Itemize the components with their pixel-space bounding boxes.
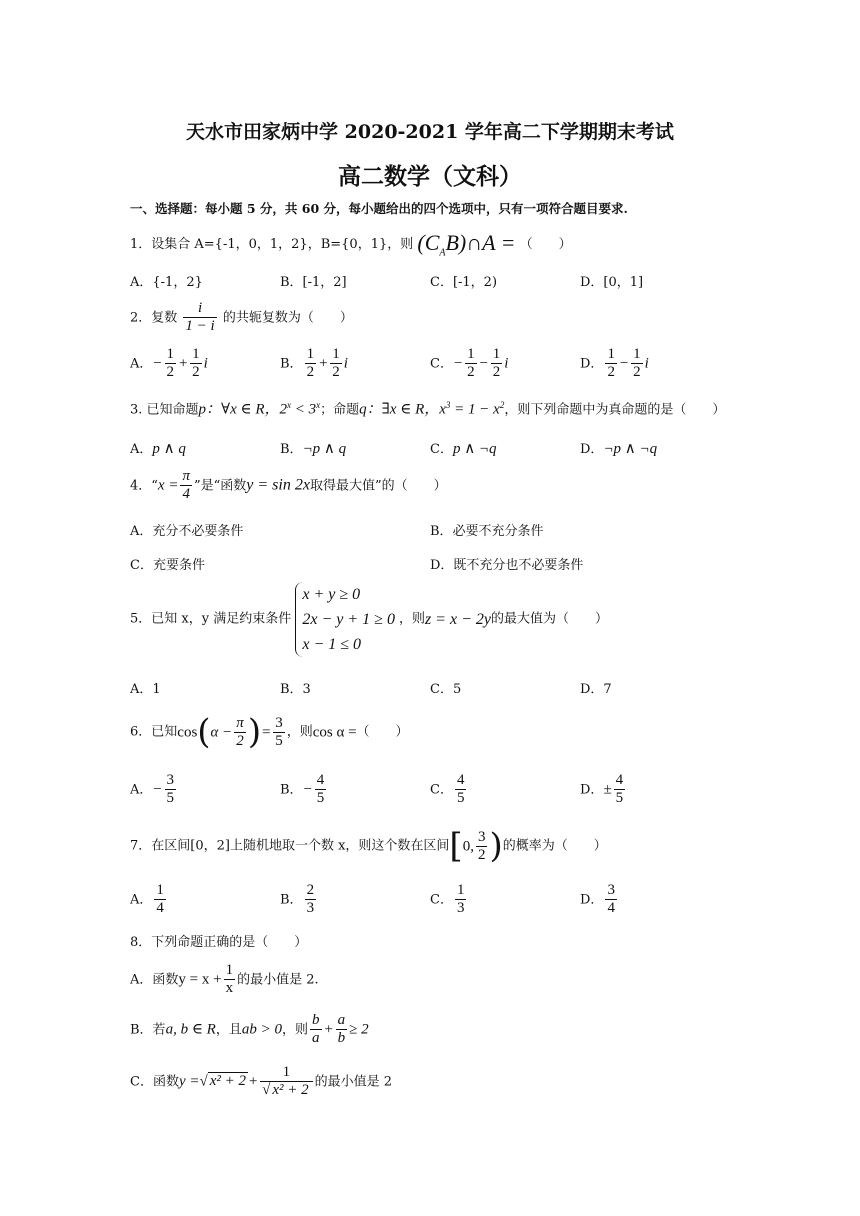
q2-stem: 2．复数 (130, 310, 178, 326)
q4-option-c: C．充要条件 (130, 558, 205, 573)
q3-option-c: C．p ∧ ¬q (430, 441, 497, 457)
exam-title: 天水市田家炳中学 2020-2021 学年高二下学期期末考试 (186, 121, 674, 143)
q2-option-b: B． $\frac{1}{2}$ + $\frac{1}{2}$ i (280, 346, 348, 381)
q2-option-d: D． $\frac{1}{2}$ − $\frac{1}{2}$ i (580, 346, 649, 381)
q7-option-b: B． $\frac{2}{3}$ (280, 882, 315, 917)
q2-fraction: $\frac{i}{1 - i}$ (185, 300, 215, 335)
q8-option-a: A．函数y = x + $\frac{1}{x}$ 的最小值是 2. (130, 962, 319, 997)
question-5: 5．已知 x，y 满足约束条件 x + y ≥ 0 2x − y + 1 ≥ 0 x − 1 ≤ 0 ，则z = x − 2y的最大值为（ ） (130, 582, 608, 657)
q8-option-c: C．函数y =√ x² + 2 + $\frac{1}{\text{√ x² + 2}}$ 的最小值是 2 (130, 1064, 393, 1099)
q1-paren: （ ） (519, 237, 572, 253)
q4-option-d: D．既不充分也不必要条件 (430, 558, 584, 573)
q2-option-a: A．− $\frac{1}{2}$ + $\frac{1}{2}$ i (130, 346, 208, 381)
q5-constraint-system: x + y ≥ 0 2x − y + 1 ≥ 0 x − 1 ≤ 0 (295, 582, 399, 657)
q1-option-b: B．[-1，2] (280, 275, 347, 290)
q3-option-a: A．p ∧ q (130, 441, 186, 457)
q7-option-d: D． $\frac{3}{4}$ (580, 882, 615, 917)
q6-option-a: A．− $\frac{3}{5}$ (130, 772, 175, 807)
question-4: 4．“x = $\frac{\pi}{4}$ ”是“函数y = sin 2x取得最大值”的（ ） (130, 468, 447, 503)
q5-option-b: B．3 (280, 682, 311, 697)
question-8: 8．下列命题正确的是（ ） (130, 935, 308, 950)
q7-option-a: A． $\frac{1}{4}$ (130, 882, 164, 917)
question-6: 6．已知cos(α − $\frac{\pi}{2}$ )= $\frac{3}{5}$ ，则cos α =（ ） (130, 712, 409, 752)
section-heading: 一、选择题：每小题 5 分，共 60 分，每小题给出的四个选项中，只有一项符合题目要求. (130, 201, 628, 216)
q6-option-b: B．− $\frac{4}{5}$ (280, 772, 325, 807)
q6-option-c: C． $\frac{4}{5}$ (430, 772, 465, 807)
q2-option-c: C．− $\frac{1}{2}$ − $\frac{1}{2}$ i (430, 346, 509, 381)
q1-option-c: C．[-1，2) (430, 275, 498, 290)
q4-option-b: B．必要不充分条件 (430, 524, 544, 539)
q1-option-a: A．{-1，2} (130, 275, 203, 290)
q3-option-b: B．¬p ∧ q (280, 441, 347, 457)
q7-option-c: C． $\frac{1}{3}$ (430, 882, 465, 917)
q2-stem-end: 的共轭复数为（ ） (222, 310, 353, 326)
q1-option-d: D．[0，1] (580, 275, 644, 290)
exam-subtitle: 高二数学（文科） (338, 163, 522, 190)
question-3: 3. 已知命题p：∀x ∈ R，$2^x < 3^x$；命题q：∃x ∈ R，$x^3 = 1 - x^2$，则下列命题中为真命题的是（ ） (130, 400, 726, 418)
q5-option-d: D．7 (580, 682, 612, 697)
q5-option-c: C．5 (430, 682, 462, 697)
question-2 (130, 300, 353, 336)
q5-option-a: A．1 (130, 682, 161, 697)
q1-stem: 1．设集合 A={-1，0，1，2}，B={0，1}，则 (130, 237, 414, 253)
question-1 (130, 230, 572, 259)
q8-option-b: B．若a, b ∈ R，且ab > 0，则 $\frac{b}{a}$ + $\frac{a}{b}$ ≥ 2 (130, 1012, 369, 1047)
question-7: 7．在区间[0，2]上随机地取一个数 x，则这个数在区间[0, $\frac{3}{2}$ )的概率为（ ） (130, 826, 607, 866)
q3-option-d: D．¬p ∧ ¬q (580, 441, 658, 457)
q6-option-d: D．± $\frac{4}{5}$ (580, 772, 624, 807)
q1-expr: $(C_AB)\cap A$ = (417, 230, 516, 259)
q4-option-a: A．充分不必要条件 (130, 524, 244, 539)
